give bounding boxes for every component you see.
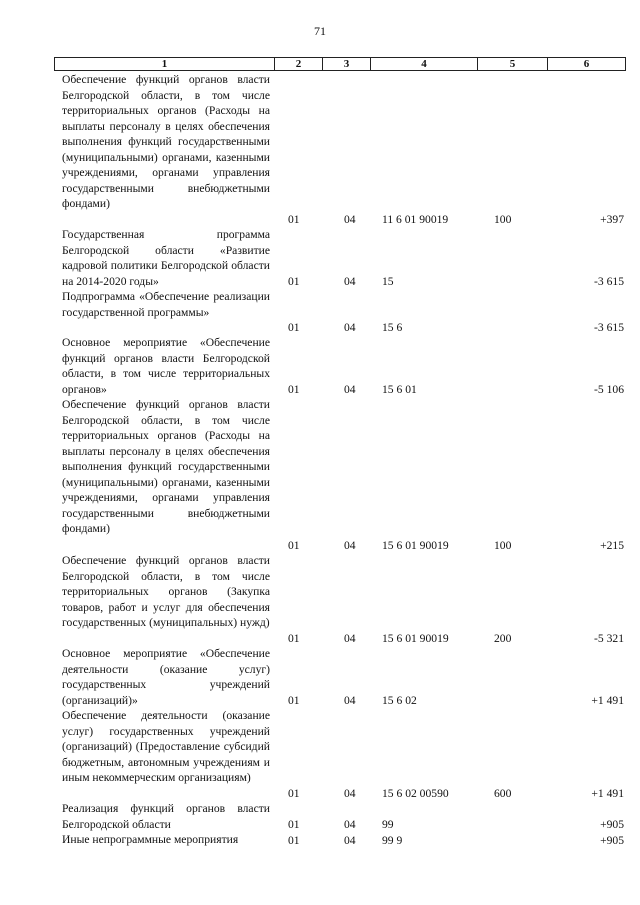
- row-subsection: 04: [344, 693, 356, 707]
- row-expense-type: 100: [494, 212, 512, 226]
- row-amount: +905: [600, 817, 624, 831]
- column-header-6: 6: [583, 58, 590, 70]
- row-expense-type: 200: [494, 631, 512, 645]
- row-description: Государственная программа Белгородской области «Развитие кадровой политики Белгородской области на 2014-2020 годы»: [62, 228, 270, 288]
- row-description: Основное мероприятие «Обеспечение деятельности (оказание услуг) государственных учреждений (организаций)»: [62, 647, 270, 707]
- row-description: Обеспечение функций органов власти Белгородской области, в том числе территориальных органов (Расходы на выплаты персоналу в целях обеспечения выполнения функций государственными (муниципальными) органами, казенными учреждениями, органами управления государственными внебюджетными фондами): [62, 398, 270, 535]
- row-amount: +905: [600, 833, 624, 847]
- row-amount: -5 321: [594, 631, 624, 645]
- row-target-code: 15: [382, 274, 394, 288]
- row-section: 01: [288, 538, 300, 552]
- table-row: [62, 708, 624, 801]
- row-description: Основное мероприятие «Обеспечение функций органов власти Белгородской области, в том числе территориальных органов»: [62, 336, 270, 396]
- table-row: [62, 801, 624, 832]
- column-header-3: 3: [323, 58, 371, 70]
- row-target-code: 11 6 01 90019: [382, 212, 449, 226]
- row-target-code: 15 6 01 90019: [382, 538, 449, 552]
- row-subsection: 04: [344, 786, 356, 800]
- row-section: 01: [288, 320, 300, 334]
- column-header-5: 5: [478, 58, 548, 70]
- row-subsection: 04: [344, 212, 356, 226]
- row-subsection: 04: [344, 538, 356, 552]
- row-description: Обеспечение функций органов власти Белгородской области, в том числе территориальных органов (Закупка товаров, работ и услуг для обеспечения государственных (муниципальных) нужд): [62, 554, 270, 629]
- row-target-code: 15 6 01: [382, 382, 417, 396]
- row-target-code: 15 6 02: [382, 693, 417, 707]
- row-subsection: 04: [344, 274, 356, 288]
- row-subsection: 04: [344, 833, 356, 847]
- row-subsection: 04: [344, 382, 356, 396]
- column-header-4: 4: [371, 58, 478, 70]
- table-row: [62, 646, 624, 708]
- row-expense-type: 100: [494, 538, 512, 552]
- row-amount: -3 615: [594, 320, 624, 334]
- row-amount: +1 491: [591, 786, 624, 800]
- table-row: [62, 335, 624, 397]
- row-section: 01: [288, 212, 300, 226]
- column-header-2: 2: [275, 58, 323, 70]
- row-section: 01: [288, 786, 300, 800]
- row-amount: -3 615: [594, 274, 624, 288]
- row-target-code: 99: [382, 817, 394, 831]
- row-section: 01: [288, 817, 300, 831]
- row-section: 01: [288, 382, 300, 396]
- row-expense-type: 600: [494, 786, 512, 800]
- row-subsection: 04: [344, 817, 356, 831]
- column-header-1: 1: [55, 58, 275, 70]
- row-description: Обеспечение деятельности (оказание услуг) государственных учреждений (организаций) (Предоставление субсидий бюджетным, автономным учреждениям и иным некоммерческим организациям): [62, 709, 270, 784]
- row-description: Обеспечение функций органов власти Белгородской области, в том числе территориальных органов (Расходы на выплаты персоналу в целях обеспечения выполнения функций государственными (муниципальными) органами, казенными учреждениями, органами управления государственными внебюджетными фондами): [62, 73, 270, 210]
- table-row: [62, 289, 624, 335]
- row-description: Иные непрограммные мероприятия: [62, 833, 239, 846]
- row-section: 01: [288, 631, 300, 645]
- row-target-code: 15 6 02 00590: [382, 786, 449, 800]
- table-row: [62, 553, 624, 646]
- table-header: [54, 57, 626, 71]
- row-subsection: 04: [344, 320, 356, 334]
- row-section: 01: [288, 693, 300, 707]
- table-row: [62, 832, 624, 848]
- row-subsection: 04: [344, 631, 356, 645]
- table-row: [62, 227, 624, 289]
- row-section: 01: [288, 274, 300, 288]
- table-row: [62, 397, 624, 553]
- row-amount: +215: [600, 538, 624, 552]
- row-target-code: 99 9: [382, 833, 403, 847]
- row-amount: +397: [600, 212, 624, 226]
- row-target-code: 15 6: [382, 320, 403, 334]
- table-row: [62, 72, 624, 227]
- row-section: 01: [288, 833, 300, 847]
- row-amount: +1 491: [591, 693, 624, 707]
- page-number: 71: [314, 24, 326, 38]
- row-description: Подпрограмма «Обеспечение реализации государственной программы»: [62, 290, 270, 319]
- row-target-code: 15 6 01 90019: [382, 631, 449, 645]
- row-amount: -5 106: [594, 382, 624, 396]
- row-description: Реализация функций органов власти Белгородской области: [62, 802, 270, 831]
